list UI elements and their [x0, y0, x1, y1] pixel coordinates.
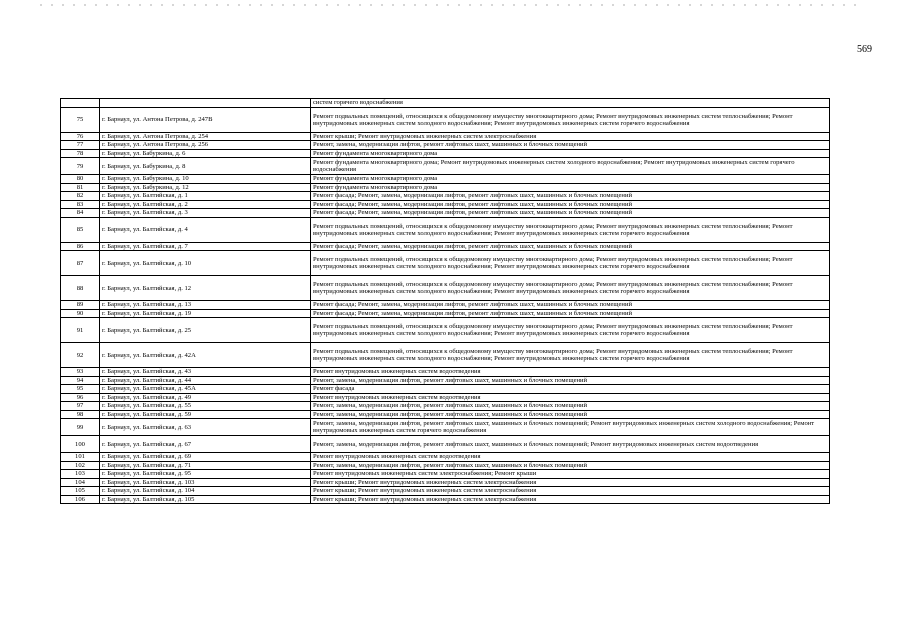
row-number-cell: 85: [61, 217, 100, 242]
table-row: [61, 495, 830, 504]
row-number-cell: 80: [61, 175, 100, 184]
table-row: [61, 99, 830, 108]
table-row: [61, 158, 830, 175]
table-row: [61, 132, 830, 141]
work-type-cell: систем горячего водоснабжения: [311, 99, 830, 108]
address-cell: г. Барнаул, ул. Антона Петрова, д. 247В: [100, 107, 311, 132]
work-type-cell: Ремонт фундамента многоквартирного дома: [311, 175, 830, 184]
work-type-cell: Ремонт внутридомовых инженерных систем водоотведения: [311, 393, 830, 402]
address-cell: г. Барнаул, ул. Балтийская, д. 13: [100, 301, 311, 310]
address-cell: г. Барнаул, ул. Балтийская, д. 44: [100, 376, 311, 385]
table-row: [61, 376, 830, 385]
row-number-cell: 89: [61, 301, 100, 310]
row-number-cell: [61, 99, 100, 108]
row-number-cell: 102: [61, 461, 100, 470]
row-number-cell: 88: [61, 276, 100, 301]
row-number-cell: 82: [61, 192, 100, 201]
row-number-cell: 86: [61, 242, 100, 251]
address-cell: г. Барнаул, ул. Балтийская, д. 71: [100, 461, 311, 470]
address-cell: г. Барнаул, ул. Балтийская, д. 19: [100, 309, 311, 318]
row-number-cell: 91: [61, 318, 100, 343]
work-type-cell: Ремонт подвальных помещений, относящихся к общедомовому имуществу многоквартирного дома; Ремонт внутридомовых инженерных систем теплоснабжения; Ремонт внутридомовых инженерных систем холодного водоснабжения; Ремонт внутридомовых инженерных систем горячего водоснабжения: [311, 276, 830, 301]
work-type-cell: Ремонт фундамента многоквартирного дома; Ремонт внутридомовых инженерных систем холодного водоснабжения; Ремонт внутридомовых инженерных систем горячего водоснабжения: [311, 158, 830, 175]
row-number-cell: 87: [61, 251, 100, 276]
table-row: [61, 251, 830, 276]
work-type-cell: Ремонт фасада; Ремонт, замена, модернизация лифтов, ремонт лифтовых шахт, машинных и блочных помещений: [311, 309, 830, 318]
work-type-cell: Ремонт фасада: [311, 385, 830, 394]
work-type-cell: Ремонт, замена, модернизация лифтов, ремонт лифтовых шахт, машинных и блочных помещений: [311, 402, 830, 411]
address-cell: г. Барнаул, ул. Балтийская, д. 42А: [100, 343, 311, 368]
row-number-cell: 93: [61, 368, 100, 377]
row-number-cell: 95: [61, 385, 100, 394]
row-number-cell: 100: [61, 436, 100, 453]
work-type-cell: Ремонт фундамента многоквартирного дома: [311, 149, 830, 158]
row-number-cell: 75: [61, 107, 100, 132]
table-row: [61, 368, 830, 377]
row-number-cell: 78: [61, 149, 100, 158]
scan-artifact-dots: [40, 4, 860, 6]
work-type-cell: Ремонт подвальных помещений, относящихся к общедомовому имуществу многоквартирного дома; Ремонт внутридомовых инженерных систем теплоснабжения; Ремонт внутридомовых инженерных систем холодного водоснабжения; Ремонт внутридомовых инженерных систем горячего водоснабжения: [311, 343, 830, 368]
table-row: [61, 478, 830, 487]
address-cell: г. Барнаул, ул. Балтийская, д. 4: [100, 217, 311, 242]
table-row: [61, 393, 830, 402]
row-number-cell: 92: [61, 343, 100, 368]
work-type-cell: Ремонт, замена, модернизация лифтов, ремонт лифтовых шахт, машинных и блочных помещений: [311, 141, 830, 150]
address-cell: г. Барнаул, ул. Балтийская, д. 95: [100, 470, 311, 479]
address-cell: г. Барнаул, ул. Балтийская, д. 25: [100, 318, 311, 343]
row-number-cell: 94: [61, 376, 100, 385]
table-row: [61, 276, 830, 301]
table-row: [61, 318, 830, 343]
row-number-cell: 79: [61, 158, 100, 175]
address-cell: г. Барнаул, ул. Балтийская, д. 69: [100, 453, 311, 462]
table-row: [61, 419, 830, 436]
address-cell: г. Барнаул, ул. Антона Петрова, д. 256: [100, 141, 311, 150]
row-number-cell: 105: [61, 487, 100, 496]
work-type-cell: Ремонт внутридомовых инженерных систем водоотведения: [311, 453, 830, 462]
work-type-cell: Ремонт подвальных помещений, относящихся к общедомовому имуществу многоквартирного дома; Ремонт внутридомовых инженерных систем теплоснабжения; Ремонт внутридомовых инженерных систем холодного водоснабжения; Ремонт внутридомовых инженерных систем горячего водоснабжения: [311, 107, 830, 132]
row-number-cell: 90: [61, 309, 100, 318]
table-row: [61, 107, 830, 132]
address-cell: г. Барнаул, ул. Балтийская, д. 67: [100, 436, 311, 453]
row-number-cell: 77: [61, 141, 100, 150]
table-row: [61, 385, 830, 394]
repair-registry-table: [60, 98, 830, 504]
row-number-cell: 97: [61, 402, 100, 411]
row-number-cell: 96: [61, 393, 100, 402]
table-row: [61, 183, 830, 192]
address-cell: г. Барнаул, ул. Балтийская, д. 45А: [100, 385, 311, 394]
table-row: [61, 200, 830, 209]
table-row: [61, 149, 830, 158]
address-cell: г. Барнаул, ул. Балтийская, д. 3: [100, 209, 311, 218]
work-type-cell: Ремонт подвальных помещений, относящихся к общедомовому имуществу многоквартирного дома; Ремонт внутридомовых инженерных систем теплоснабжения; Ремонт внутридомовых инженерных систем холодного водоснабжения; Ремонт внутридомовых инженерных систем горячего водоснабжения: [311, 251, 830, 276]
row-number-cell: 83: [61, 200, 100, 209]
address-cell: г. Барнаул, ул. Антона Петрова, д. 254: [100, 132, 311, 141]
table-row: [61, 209, 830, 218]
address-cell: г. Барнаул, ул. Бабуркина, д. 8: [100, 158, 311, 175]
work-type-cell: Ремонт внутридомовых инженерных систем электроснабжения; Ремонт крыши: [311, 470, 830, 479]
work-type-cell: Ремонт подвальных помещений, относящихся к общедомовому имуществу многоквартирного дома; Ремонт внутридомовых инженерных систем теплоснабжения; Ремонт внутридомовых инженерных систем холодного водоснабжения; Ремонт внутридомовых инженерных систем горячего водоснабжения: [311, 217, 830, 242]
address-cell: г. Барнаул, ул. Бабуркина, д. 6: [100, 149, 311, 158]
work-type-cell: Ремонт фасада; Ремонт, замена, модернизация лифтов, ремонт лифтовых шахт, машинных и блочных помещений: [311, 242, 830, 251]
work-type-cell: Ремонт фасада; Ремонт, замена, модернизация лифтов, ремонт лифтовых шахт, машинных и блочных помещений: [311, 192, 830, 201]
table-row: [61, 343, 830, 368]
work-type-cell: Ремонт фасада; Ремонт, замена, модернизация лифтов, ремонт лифтовых шахт, машинных и блочных помещений: [311, 209, 830, 218]
page-number: 569: [857, 44, 872, 55]
address-cell: г. Барнаул, ул. Балтийская, д. 12: [100, 276, 311, 301]
address-cell: г. Барнаул, ул. Балтийская, д. 10: [100, 251, 311, 276]
table-row: [61, 461, 830, 470]
row-number-cell: 101: [61, 453, 100, 462]
address-cell: г. Барнаул, ул. Балтийская, д. 104: [100, 487, 311, 496]
work-type-cell: Ремонт фасада; Ремонт, замена, модернизация лифтов, ремонт лифтовых шахт, машинных и блочных помещений: [311, 200, 830, 209]
work-type-cell: Ремонт внутридомовых инженерных систем водоотведения: [311, 368, 830, 377]
row-number-cell: 81: [61, 183, 100, 192]
work-type-cell: Ремонт фундамента многоквартирного дома: [311, 183, 830, 192]
address-cell: г. Барнаул, ул. Балтийская, д. 59: [100, 410, 311, 419]
address-cell: г. Барнаул, ул. Балтийская, д. 2: [100, 200, 311, 209]
address-cell: г. Барнаул, ул. Бабуркина, д. 10: [100, 175, 311, 184]
address-cell: г. Барнаул, ул. Балтийская, д. 55: [100, 402, 311, 411]
row-number-cell: 84: [61, 209, 100, 218]
address-cell: г. Барнаул, ул. Балтийская, д. 49: [100, 393, 311, 402]
work-type-cell: Ремонт крыши; Ремонт внутридомовых инженерных систем электроснабжения: [311, 132, 830, 141]
row-number-cell: 106: [61, 495, 100, 504]
work-type-cell: Ремонт, замена, модернизация лифтов, ремонт лифтовых шахт, машинных и блочных помещений: [311, 410, 830, 419]
table-row: [61, 410, 830, 419]
work-type-cell: Ремонт крыши; Ремонт внутридомовых инженерных систем электроснабжения: [311, 487, 830, 496]
table-row: [61, 217, 830, 242]
table-row: [61, 402, 830, 411]
address-cell: г. Барнаул, ул. Балтийская, д. 105: [100, 495, 311, 504]
table-row: [61, 453, 830, 462]
table-row: [61, 242, 830, 251]
table-row: [61, 436, 830, 453]
row-number-cell: 99: [61, 419, 100, 436]
table-row: [61, 192, 830, 201]
work-type-cell: Ремонт крыши; Ремонт внутридомовых инженерных систем электроснабжения: [311, 495, 830, 504]
work-type-cell: Ремонт, замена, модернизация лифтов, ремонт лифтовых шахт, машинных и блочных помещений: [311, 461, 830, 470]
address-cell: г. Барнаул, ул. Балтийская, д. 43: [100, 368, 311, 377]
work-type-cell: Ремонт крыши; Ремонт внутридомовых инженерных систем электроснабжения: [311, 478, 830, 487]
table-row: [61, 470, 830, 479]
table-row: [61, 487, 830, 496]
address-cell: г. Барнаул, ул. Балтийская, д. 103: [100, 478, 311, 487]
work-type-cell: Ремонт, замена, модернизация лифтов, ремонт лифтовых шахт, машинных и блочных помещений; Ремонт внутридомовых инженерных систем холодного водоснабжения; Ремонт внутридомовых инженерных систем горячего водоснабжения: [311, 419, 830, 436]
address-cell: г. Барнаул, ул. Балтийская, д. 1: [100, 192, 311, 201]
address-cell: г. Барнаул, ул. Балтийская, д. 63: [100, 419, 311, 436]
address-cell: г. Барнаул, ул. Бабуркина, д. 12: [100, 183, 311, 192]
address-cell: [100, 99, 311, 108]
work-type-cell: Ремонт, замена, модернизация лифтов, ремонт лифтовых шахт, машинных и блочных помещений; Ремонт внутридомовых инженерных систем водоотведения: [311, 436, 830, 453]
work-type-cell: Ремонт, замена, модернизация лифтов, ремонт лифтовых шахт, машинных и блочных помещений: [311, 376, 830, 385]
row-number-cell: 98: [61, 410, 100, 419]
address-cell: г. Барнаул, ул. Балтийская, д. 7: [100, 242, 311, 251]
table-row: [61, 309, 830, 318]
row-number-cell: 103: [61, 470, 100, 479]
table-body: [61, 99, 830, 504]
row-number-cell: 76: [61, 132, 100, 141]
work-type-cell: Ремонт подвальных помещений, относящихся к общедомовому имуществу многоквартирного дома; Ремонт внутридомовых инженерных систем теплоснабжения; Ремонт внутридомовых инженерных систем холодного водоснабжения; Ремонт внутридомовых инженерных систем горячего водоснабжения: [311, 318, 830, 343]
table-row: [61, 301, 830, 310]
row-number-cell: 104: [61, 478, 100, 487]
work-type-cell: Ремонт фасада; Ремонт, замена, модернизация лифтов, ремонт лифтовых шахт, машинных и блочных помещений: [311, 301, 830, 310]
table-row: [61, 175, 830, 184]
table-row: [61, 141, 830, 150]
